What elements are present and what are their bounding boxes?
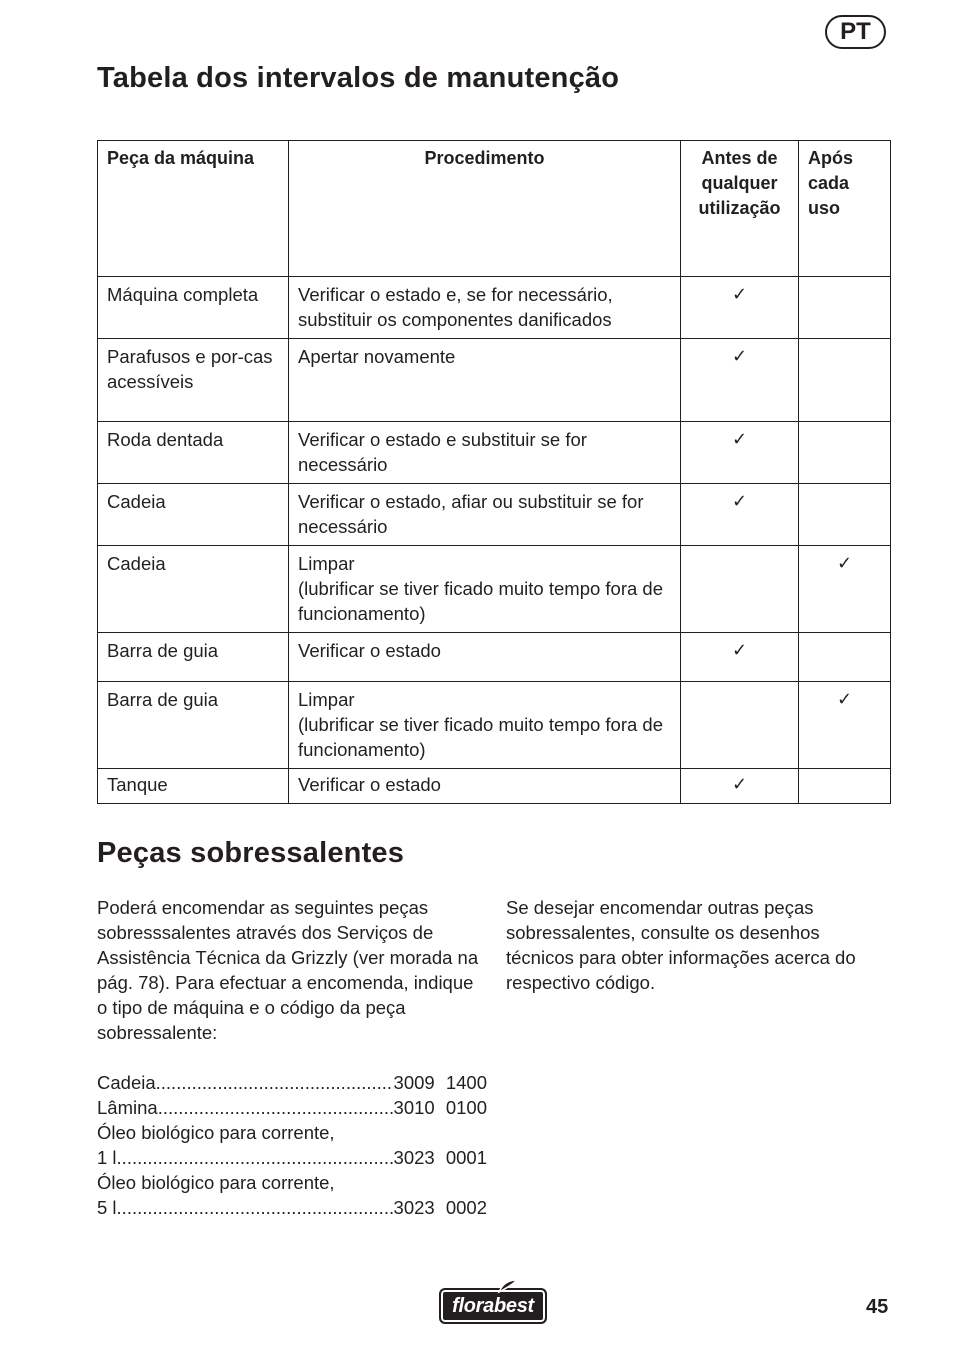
maintenance-table [97,140,891,804]
list-item [97,1070,487,1095]
after-use-check-icon [799,277,891,339]
spare-parts-note: Se desejar encomendar outras peças sobressalentes, consulte os desenhos técnicos para obter informações acerca do respectivo código. [506,897,856,993]
table-row [98,682,891,769]
table-row [98,546,891,633]
after-use-check-icon: ✓ [799,546,891,633]
after-use-check-icon [799,484,891,546]
column-header-part: Peça da máquina [98,141,289,277]
table-row [98,277,891,339]
language-badge: PT [825,15,886,49]
list-item [97,1195,487,1220]
table-header-row [98,141,891,277]
procedure-cell: Verificar o estado [289,769,681,804]
part-name: Cadeia [97,1072,156,1093]
after-use-check-icon [799,422,891,484]
after-use-check-icon [799,633,891,682]
procedure-cell: Verificar o estado [289,633,681,682]
part-name: 5 l [97,1197,117,1218]
part-code: 3010 0100 [393,1097,487,1118]
list-item [97,1145,487,1170]
dot-leader [117,1145,394,1170]
before-use-check-icon: ✓ [681,422,799,484]
part-cell: Parafusos e por-cas acessíveis [98,339,289,422]
procedure-main: Limpar [298,689,355,710]
column-header-procedure: Procedimento [289,141,681,277]
part-heading: Óleo biológico para corrente, [97,1122,335,1143]
part-cell: Barra de guia [98,682,289,769]
before-use-check-icon: ✓ [681,484,799,546]
spare-parts-list [97,1070,487,1220]
part-code: 3023 0002 [393,1197,487,1218]
part-code: 3023 0001 [393,1147,487,1168]
table-row [98,633,891,682]
after-use-check-icon [799,769,891,804]
spare-parts-intro: Poderá encomendar as seguintes peças sobresssalentes através dos Serviços de Assistência Técnica da Grizzly (ver morada na pág. 78). Para efectuar a encomenda, indique o tipo de máquina e o código da peça sobressalente: [97,897,479,1043]
before-use-check-icon: ✓ [681,633,799,682]
page-number: 45 [866,1296,889,1318]
column-header-before-use: Antes de qualquer utilização [681,141,799,277]
part-cell: Barra de guia [98,633,289,682]
before-use-check-icon: ✓ [681,339,799,422]
procedure-cell [289,682,681,769]
leaf-icon [497,1278,519,1294]
procedure-cell: Verificar o estado e substituir se for necessário [289,422,681,484]
part-cell: Máquina completa [98,277,289,339]
part-cell: Cadeia [98,546,289,633]
spare-parts-intro-column [97,895,487,1045]
table-row [98,422,891,484]
table-row [98,769,891,804]
procedure-note: (lubrificar se tiver ficado muito tempo fora de funcionamento) [298,578,664,624]
table-row [98,484,891,546]
before-use-check-icon: ✓ [681,277,799,339]
logo-text: florabest [452,1295,534,1317]
after-use-check-icon: ✓ [799,682,891,769]
procedure-note: (lubrificar se tiver ficado muito tempo fora de funcionamento) [298,714,664,760]
part-code: 3009 1400 [393,1072,487,1093]
spare-parts-title: Peças sobressalentes [97,837,405,869]
before-use-check-icon: ✓ [681,769,799,804]
part-heading: Óleo biológico para corrente, [97,1172,335,1193]
florabest-logo [439,1288,547,1324]
part-cell: Tanque [98,769,289,804]
procedure-cell: Apertar novamente [289,339,681,422]
table-row [98,339,891,422]
part-cell: Cadeia [98,484,289,546]
before-use-check-icon [681,546,799,633]
part-name: 1 l [97,1147,117,1168]
after-use-check-icon [799,339,891,422]
before-use-check-icon [681,682,799,769]
maintenance-table-title: Tabela dos intervalos de manutenção [97,62,620,94]
list-item [97,1095,487,1120]
procedure-cell: Verificar o estado, afiar ou substituir se for necessário [289,484,681,546]
column-header-after-use: Após cada uso [799,141,891,277]
procedure-main: Limpar [298,553,355,574]
procedure-cell [289,546,681,633]
procedure-cell: Verificar o estado e, se for necessário, substituir os componentes danificados [289,277,681,339]
dot-leader [117,1195,394,1220]
dot-leader [158,1095,394,1120]
part-name: Lâmina [97,1097,158,1118]
part-cell: Roda dentada [98,422,289,484]
dot-leader [156,1070,394,1095]
spare-parts-note-column [506,895,886,995]
